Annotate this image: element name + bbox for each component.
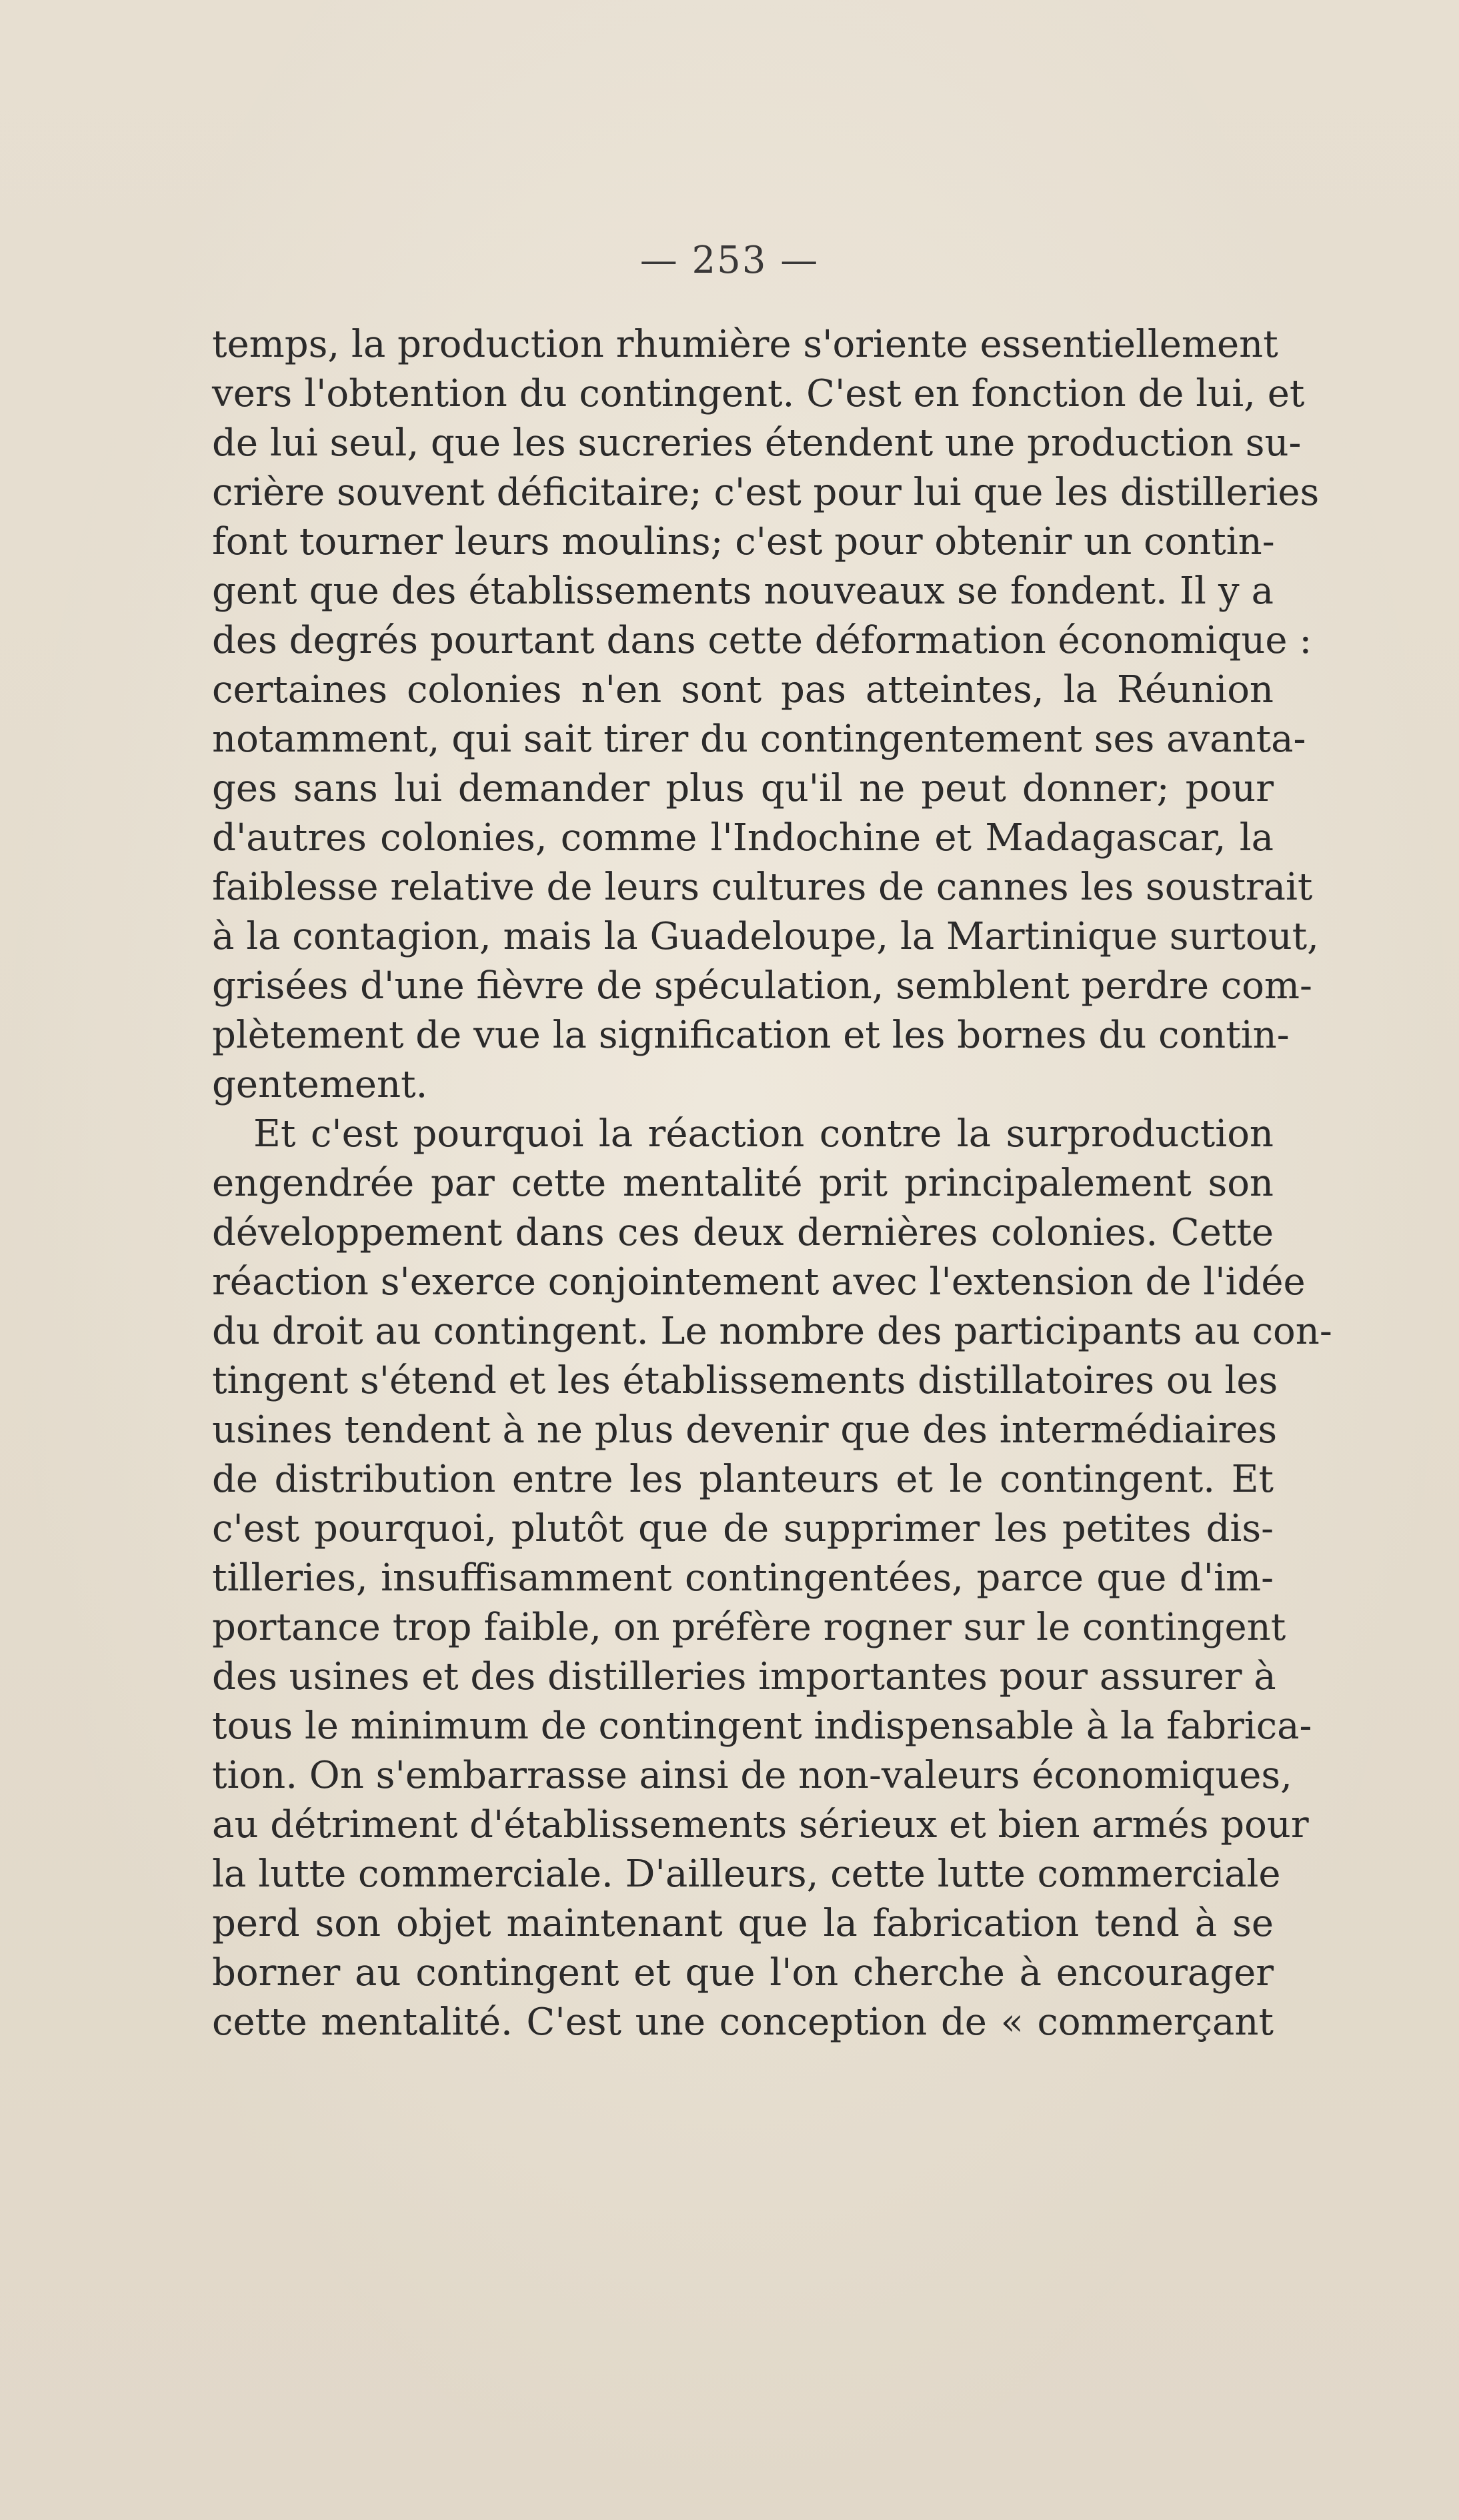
text-line: à la contagion, mais la Guadeloupe, la Martinique surtout,	[212, 915, 1319, 958]
text-line: vers l'obtention du contingent. C'est en fonction de lui, et	[212, 372, 1305, 415]
paragraph-first-line: Et c'est pourquoi la réaction contre la surproduction	[253, 1112, 1274, 1156]
text-line: faiblesse relative de leurs cultures de cannes les soustrait	[212, 866, 1313, 909]
text-line: c'est pourquoi, plutôt que de supprimer les petites dis-	[212, 1507, 1274, 1550]
text-line: borner au contingent et que l'on cherche à encourager	[212, 1951, 1274, 1995]
text-line: temps, la production rhumière s'oriente essentiellement	[212, 323, 1278, 366]
text-line: font tourner leurs moulins; c'est pour obtenir un contin-	[212, 520, 1275, 563]
text-line: tingent s'étend et les établissements distillatoires ou les	[212, 1359, 1278, 1402]
text-line: grisées d'une fièvre de spéculation, semblent perdre com-	[212, 964, 1312, 1008]
text-line: portance trop faible, on préfère rogner sur le contingent	[212, 1606, 1286, 1649]
text-line: notamment, qui sait tirer du contingentement ses avanta-	[212, 718, 1306, 761]
text-line: du droit au contingent. Le nombre des participants au con-	[212, 1310, 1332, 1353]
text-line: gentement.	[212, 1063, 428, 1106]
text-line: certaines colonies n'en sont pas atteintes, la Réunion	[212, 668, 1274, 712]
text-line: cette mentalité. C'est une conception de « commerçant	[212, 2001, 1274, 2044]
text-line: perd son objet maintenant que la fabrication tend à se	[212, 1902, 1274, 1945]
text-line: gent que des établissements nouveaux se fondent. Il y a	[212, 569, 1274, 613]
text-line: d'autres colonies, comme l'Indochine et Madagascar, la	[212, 816, 1274, 860]
text-line: tion. On s'embarrasse ainsi de non-valeurs économiques,	[212, 1754, 1292, 1797]
text-line: ges sans lui demander plus qu'il ne peut donner; pour	[212, 767, 1274, 810]
text-line: des usines et des distilleries importantes pour assurer à	[212, 1655, 1276, 1698]
text-line: crière souvent déficitaire; c'est pour lui que les distilleries	[212, 471, 1320, 514]
text-line: la lutte commerciale. D'ailleurs, cette lutte commerciale	[212, 1852, 1281, 1896]
text-line: usines tendent à ne plus devenir que des intermédiaires	[212, 1408, 1278, 1452]
body-text	[212, 320, 1332, 2047]
text-line: engendrée par cette mentalité prit principalement son	[212, 1162, 1274, 1205]
text-line: des degrés pourtant dans cette déformation économique :	[212, 619, 1312, 662]
text-line: de lui seul, que les sucreries étendent une production su-	[212, 421, 1302, 465]
text-line: au détriment d'établissements sérieux et bien armés pour	[212, 1803, 1309, 1846]
text-line: plètement de vue la signification et les bornes du contin-	[212, 1014, 1290, 1057]
text-line: réaction s'exerce conjointement avec l'extension de l'idée	[212, 1260, 1306, 1304]
page-number: — 253 —	[639, 239, 820, 282]
text-line: développement dans ces deux dernières colonies. Cette	[212, 1211, 1274, 1254]
text-line: tilleries, insuffisamment contingentées, parce que d'im-	[212, 1556, 1274, 1600]
text-line: tous le minimum de contingent indispensable à la fabrica-	[212, 1704, 1312, 1748]
text-line: de distribution entre les planteurs et le contingent. Et	[212, 1458, 1274, 1501]
